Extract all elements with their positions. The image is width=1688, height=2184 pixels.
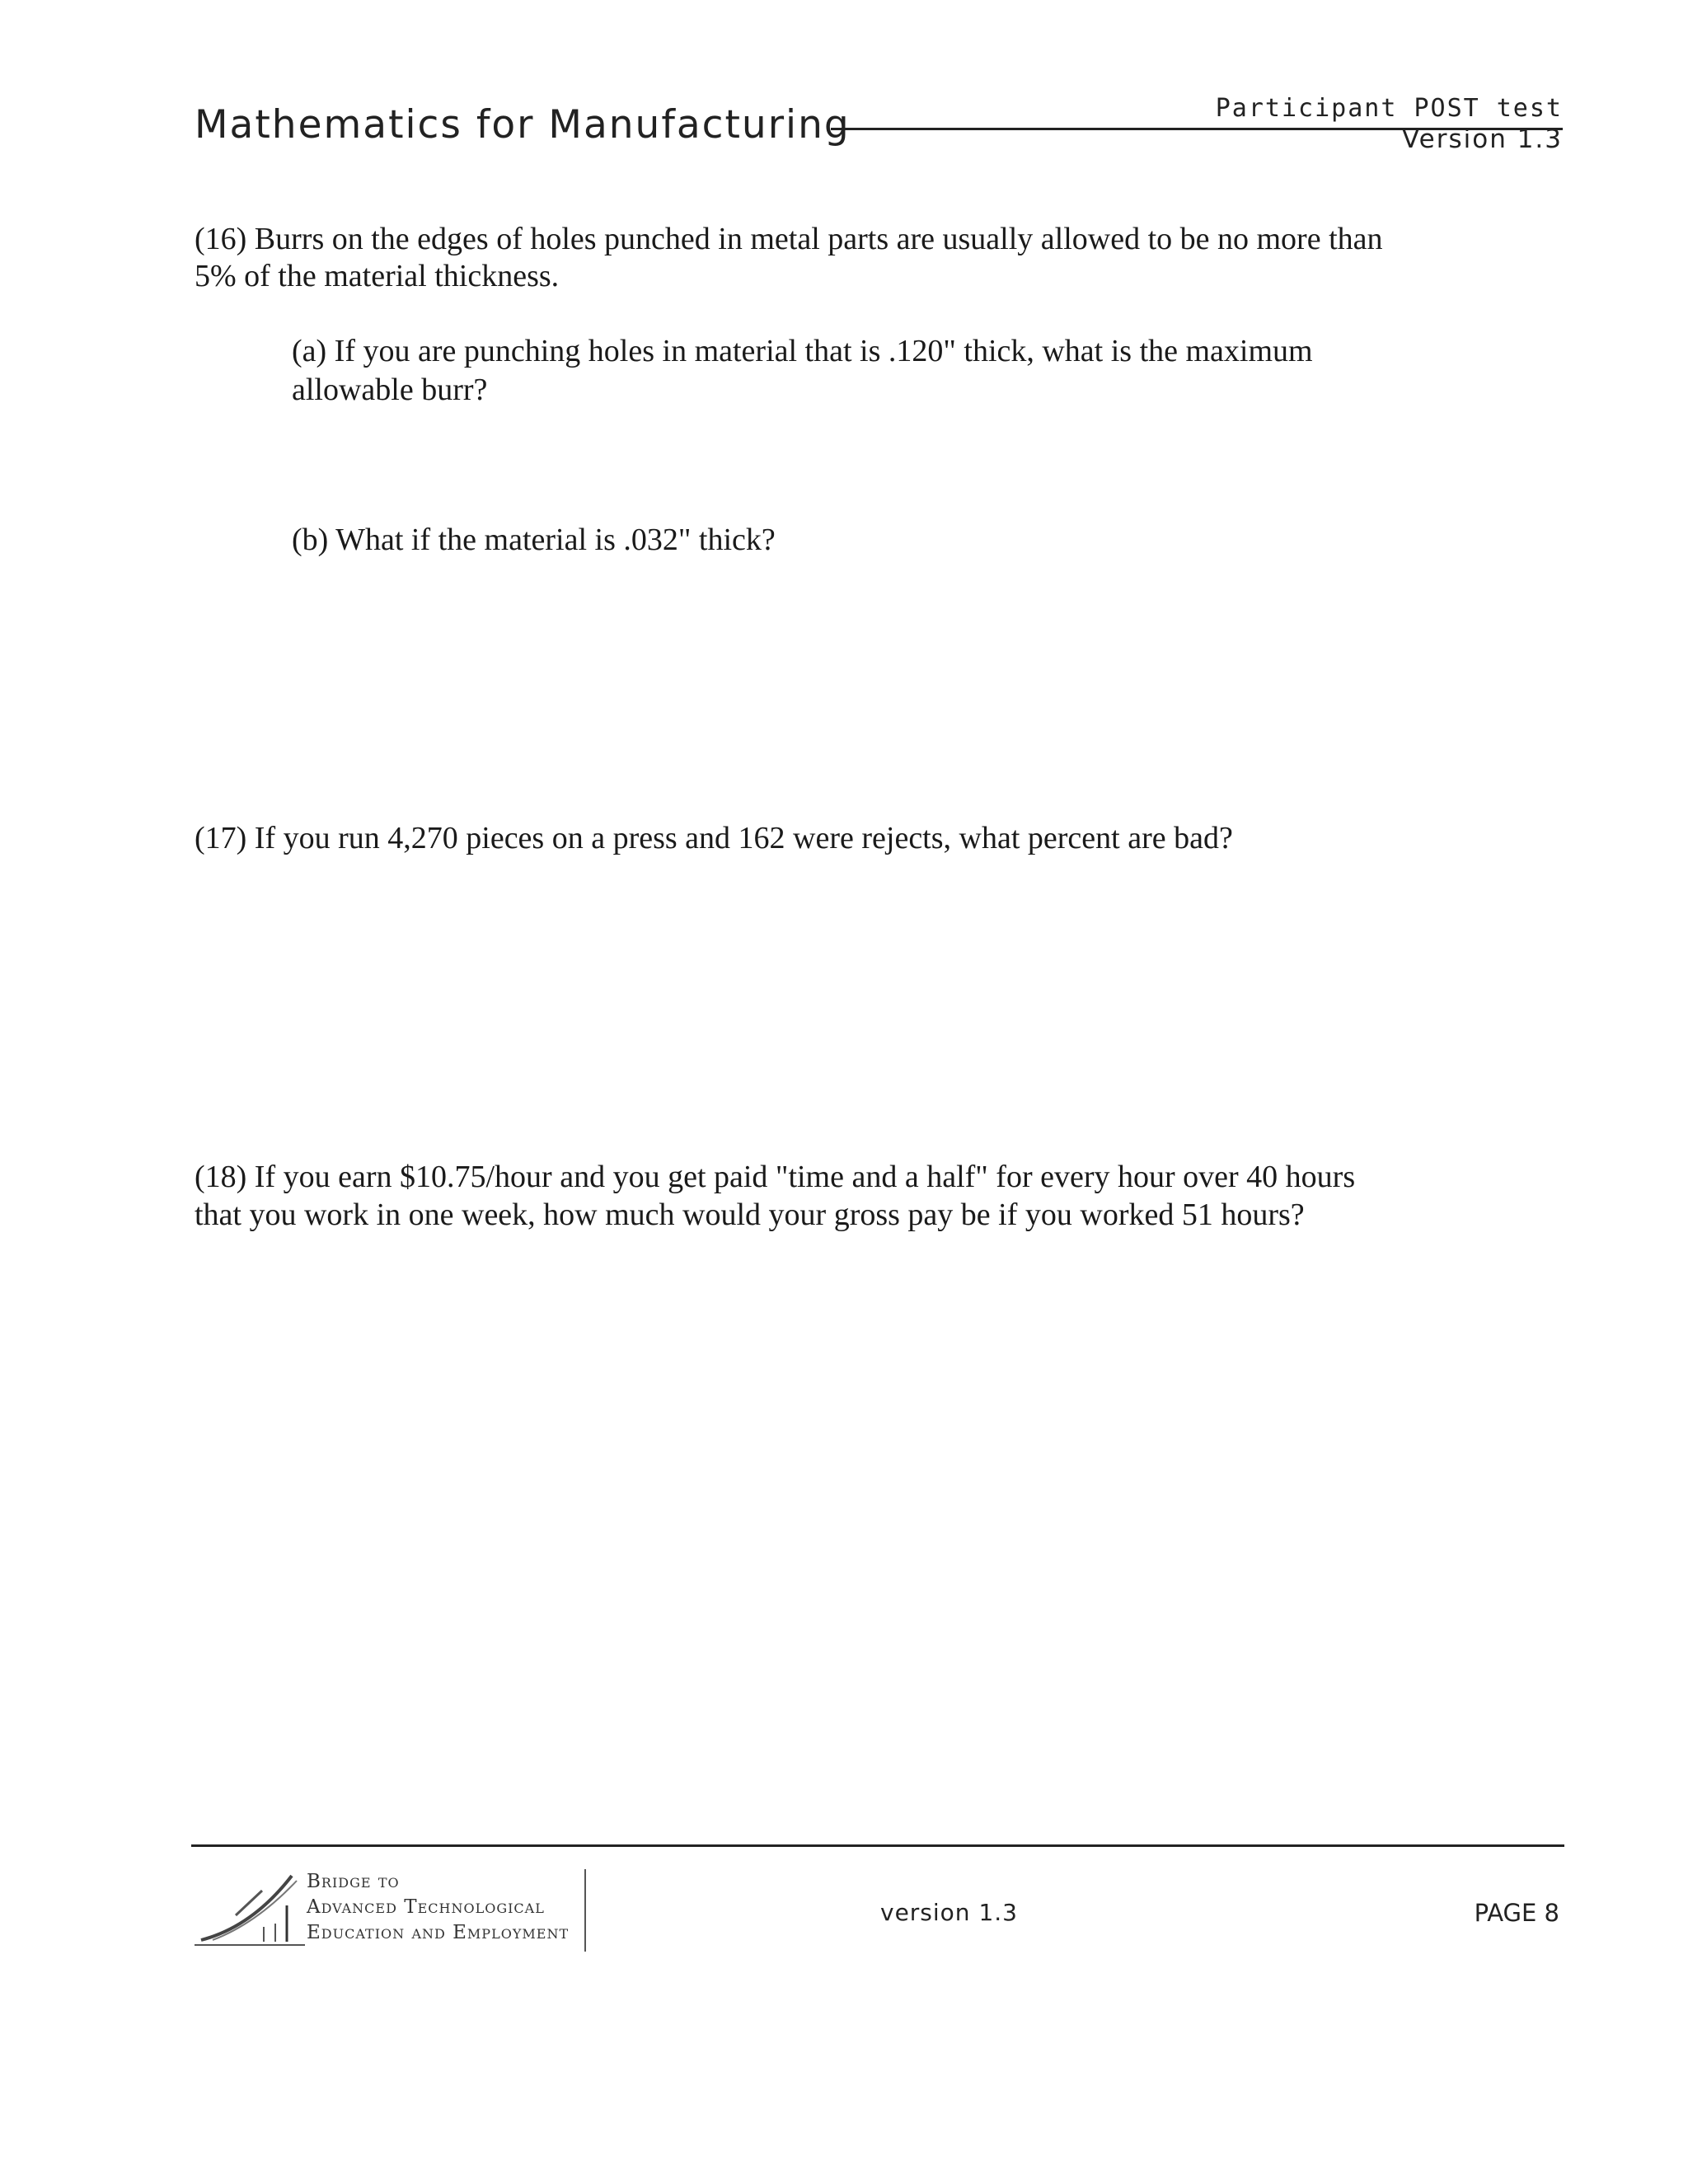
question-16-line-1: (16) Burrs on the edges of holes punched in metal parts are usually allowed to be no more than [195,222,1383,256]
logo-text [307,1869,569,1946]
logo-line-1: Bridge to [307,1871,400,1892]
footer-rule [191,1844,1564,1847]
question-16-line-2: 5% of the material thickness. [195,259,560,293]
question-18-line-2: that you work in one week, how much would your gross pay be if you worked 51 hours? [195,1197,1305,1232]
question-16a-line-1: (a) If you are punching holes in material that is .120" thick, what is the maximum [292,334,1313,368]
document-title: Mathematics for Manufacturing [195,102,851,148]
logo-line-3: Education and Employment [307,1922,570,1943]
bridge-logo [195,1869,590,1955]
header-version: Version 1.3 [1401,124,1563,154]
question-16b-line-1: (b) What if the material is .032" thick? [292,523,776,557]
question-16a-line-2: allowable burr? [292,373,488,407]
logo-divider [584,1869,586,1952]
test-label: Participant POST test [1215,94,1563,123]
bridge-arc-icon [195,1869,305,1955]
question-18-line-1: (18) If you earn $10.75/hour and you get paid "time and a half" for every hour over 40 hours [195,1160,1356,1194]
page-number: PAGE 8 [1474,1899,1559,1927]
question-17-line-1: (17) If you run 4,270 pieces on a press and 162 were rejects, what percent are bad? [195,821,1233,855]
logo-line-2: Advanced Technological [307,1896,545,1918]
footer-version: version 1.3 [880,1899,1018,1926]
header-test-info [1216,94,1563,155]
